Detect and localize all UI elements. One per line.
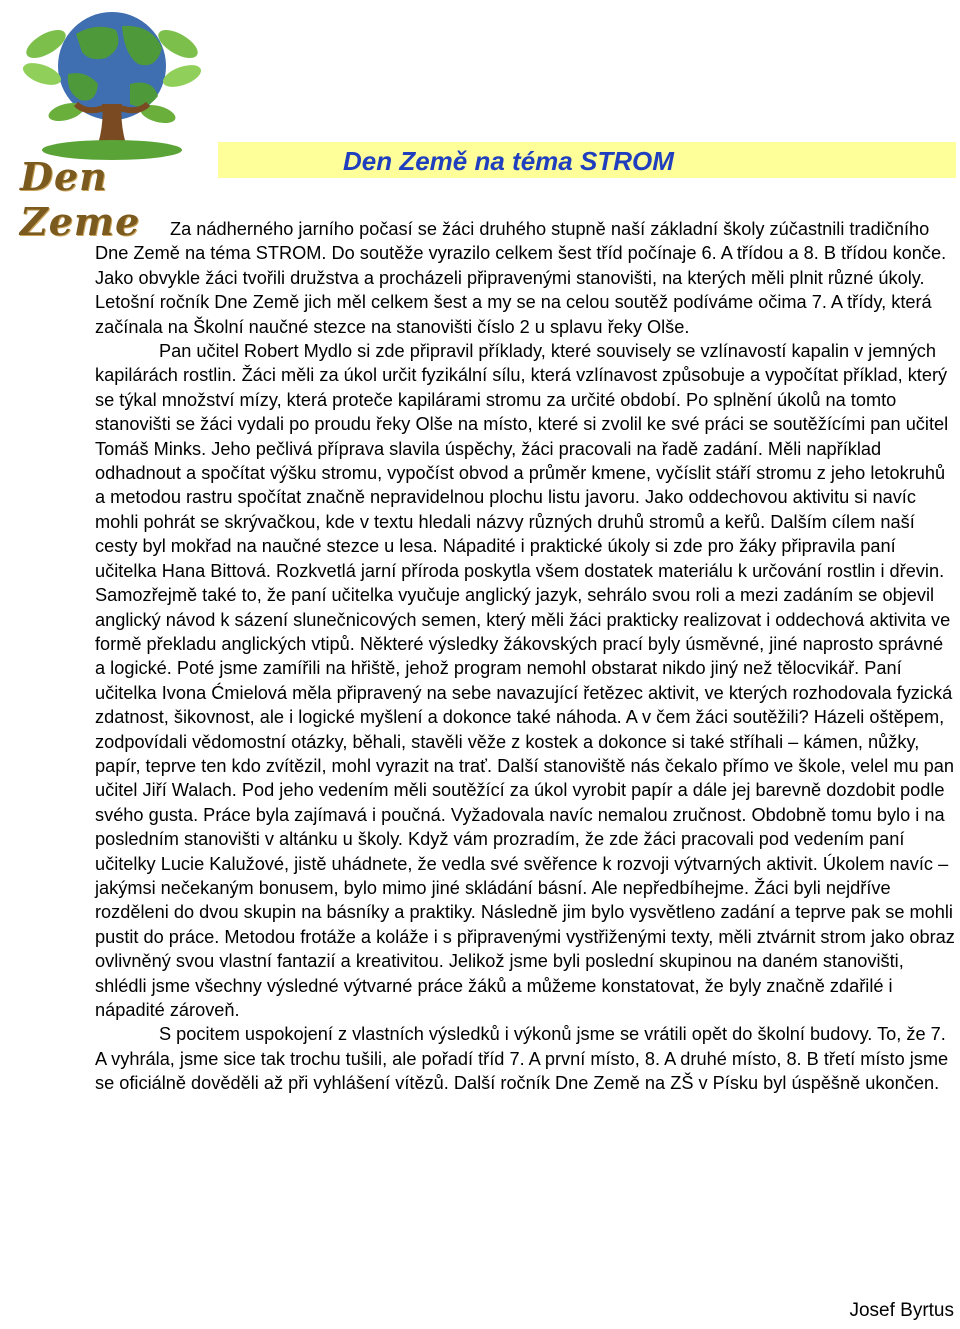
paragraph-intro: Za nádherného jarního počasí se žáci druhého stupně naší základní školy zúčastnili tradičního Dne Země na téma STROM. Do soutěže vyrazilo celkem šest tříd počínaje 6. A třídou a 8. B třídou konče. Jako obvykle žáci tvořili družstva a procházeli připravenými stanovišti, na kterých měli plnit různé úkoly. Letošní ročník Dne Země jich měl celkem šest a my se na celou soutěž podíváme očima 7. A třídy, která začínala na Školní naučné stezce na stanovišti číslo 2 u splavu řeky Olše. [95,219,947,337]
paragraph-conclusion: S pocitem uspokojení z vlastních výsledků i výkonů jsme se vrátili opět do školní budovy. To, že 7. A vyhrála, jsme sice tak trochu tušili, ale pořadí tříd 7. A první místo, 8. A druhé místo, 8. B třetí místo jsme se oficiálně dověděli až při vyhlášení vítězů. Další ročník Dne Země na ZŠ v Písku byl úspěšně ukončen. [95,1024,949,1094]
article-body [95,217,955,1096]
logo-text: Den Zeme [20,154,141,244]
page-title: Den Země na téma STROM [343,146,674,176]
logo [6,4,218,244]
paragraph-main: Pan učitel Robert Mydlo si zde připravil příklady, které souvisely se vzlínavostí kapalin v jemných kapilárách rostlin. Žáci měli za úkol určit fyzikální sílu, která vzlínavost způsobuje a vypočítat příklad, který se týkal množství mízy, která proteče kapilárami stromu za určité období. Po splnění úkolů na tomto stanovišti se žáci vydali po proudu řeky Olše na místo, které si zvolil ke své práci se soutěžícími pan učitel Tomáš Minks. Jeho pečlivá příprava slavila úspěchy, žáci pracovali na řadě zadání. Měli například odhadnout a spočítat výšku stromu, vypočíst obvod a průměr kmene, vyčíslit stáří stromu z jeho letokruhů a metodou rastru spočítat značně nepravidelnou plochu listu javoru. Jako oddechovou aktivitu si navíc mohli pohrát se skrývačkou, kde v textu hledali názvy různých druhů stromů a keřů. Dalším cílem naší cesty byl mokřad na naučné stezce u lesa. Nápadité i praktické úkoly si zde pro žáky připravila paní učitelka Hana Bittová. Rozkvetlá jarní příroda poskytla všem dostatek materiálu k určování rostlin i dřevin. Samozřejmě také to, že paní učitelka vyučuje anglický jazyk, sehrálo svou roli a mezi zadáním se objevil anglický návod k sázení slunečnicových semen, který měli žáci prakticky realizovat i oddechová aktivita ve formě překladu anglických vtipů. Některé výsledky žákovských prací byly úsměvné, jiné naprosto správné a logické. Poté jsme zamířili na hřiště, jehož program nemohl obstarat nikdo jiný než tělocvikář. Paní učitelka Ivona Ćmielová měla připravený na sebe navazující řetězec aktivit, ve kterých rozhodovala fyzická zdatnost, šikovnost, ale i logické myšlení a dokonce také náhoda. A v čem žáci soutěžili? Házeli oštěpem, zodpovídali vědomostní otázky, běhali, stavěli věže z kostek a dokonce si také stříhali – kámen, nůžky, papír, teprve ten kdo zvítězil, mohl vyrazit na trať. Další stanoviště nás čekalo přímo ve škole, velel mu pan učitel Jiří Walach. Pod jeho vedením měli soutěžící za úkol vyrobit papír a dále jej barevně dozdobit podle svého gusta. Práce byla zajímavá i poučná. Vyžadovala navíc nemalou zručnost. Obdobně tomu bylo i na posledním stanovišti v altánku u školy. Když vám prozradím, že zde žáci pracovali pod vedením paní učitelky Lucie Kalužové, jistě uhádnete, že vedla své svěřence k rozvoji výtvarných aktivit. Úkolem navíc – jakýmsi nečekaným bonusem, bylo mimo jiné skládání básní. Ale nepředbíhejme. Žáci byli nejdříve rozděleni do dvou skupin na básníky a praktiky. Následně jim bylo vysvětleno zadání a teprve pak se mohli pustit do práce. Metodou frotáže a koláže i s připravenými vystřiženými texty, měli ztvárnit strom jako obraz ovlivněný svou vlastní fantazií a kreativitou. Jelikož jsme byli poslední skupinou na daném stanovišti, shlédli jsme všechny výsledné výtvarné práce žáků a můžeme konstatovat, že byly značně zdařilé i nápadité zároveň. [95,341,955,1020]
author: Josef Byrtus [849,1300,954,1321]
